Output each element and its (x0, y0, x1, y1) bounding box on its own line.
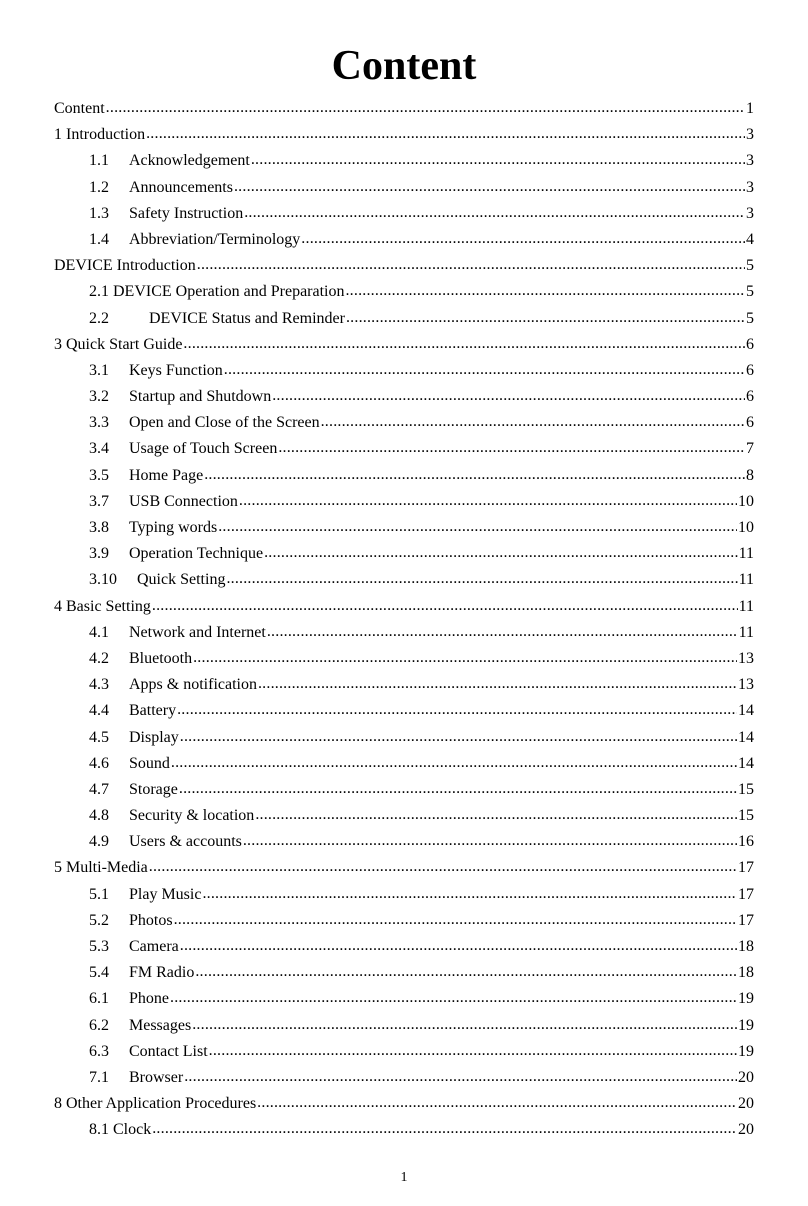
toc-entry-title: Network and Internet (129, 623, 266, 641)
toc-entry-number: 1.4 (89, 230, 109, 248)
toc-entry-page: 15 (738, 807, 754, 825)
toc-entry-page: 6 (746, 388, 754, 406)
toc-entry-page: 6 (746, 361, 754, 379)
dot-leader (180, 725, 737, 749)
toc-entry-number: 1.1 (89, 152, 109, 170)
toc-entry[interactable] (54, 1040, 754, 1066)
toc-entry-page: 13 (738, 649, 754, 667)
toc-entry-number: 4.4 (89, 702, 109, 720)
dot-leader (224, 358, 745, 382)
toc-entry[interactable] (54, 1014, 754, 1040)
toc-entry-title: Display (129, 728, 179, 746)
dot-leader (278, 436, 745, 460)
toc-entry[interactable] (54, 1118, 754, 1144)
toc-entry-title: 4 Basic Setting (54, 597, 151, 615)
toc-entry-title: Acknowledgement (129, 152, 250, 170)
dot-leader (146, 122, 745, 146)
toc-entry[interactable] (54, 673, 754, 699)
toc-entry-page: 11 (738, 597, 754, 615)
toc-entry-title: Sound (129, 754, 170, 772)
dot-leader (255, 803, 737, 827)
dot-leader (202, 882, 737, 906)
toc-entry-page: 17 (738, 859, 754, 877)
page-number: 1 (400, 1170, 408, 1185)
toc-entry-title: FM Radio (129, 964, 195, 982)
toc-entry-page: 7 (746, 440, 754, 458)
toc-entry-page: 14 (738, 702, 754, 720)
toc-entry-page: 19 (738, 1042, 754, 1060)
toc-entry[interactable] (54, 856, 754, 882)
toc-entry[interactable] (54, 987, 754, 1013)
dot-leader (174, 908, 737, 932)
toc-entry-title: Bluetooth (129, 649, 193, 667)
dot-leader (272, 384, 745, 408)
toc-entry-page: 14 (738, 728, 754, 746)
toc-entry-page: 16 (738, 833, 754, 851)
toc-entry-title: Photos (129, 911, 173, 929)
toc-entry[interactable] (54, 542, 754, 568)
dot-leader (258, 672, 737, 696)
toc-entry-number: 4.2 (89, 649, 109, 667)
toc-entry-title: Quick Setting (137, 571, 226, 589)
dot-leader (179, 777, 737, 801)
toc-entry-page: 3 (746, 204, 754, 222)
toc-entry[interactable] (54, 516, 754, 542)
toc-entry-page: 3 (746, 178, 754, 196)
dot-leader (226, 567, 737, 591)
table-of-contents (54, 97, 754, 1145)
toc-entry-number: 2.2 (89, 309, 109, 327)
dot-leader (234, 175, 745, 199)
toc-entry-page: 15 (738, 780, 754, 798)
toc-entry-number: 3.7 (89, 492, 109, 510)
toc-entry-number: 4.6 (89, 754, 109, 772)
dot-leader (192, 1013, 737, 1037)
toc-entry-title: Phone (129, 990, 169, 1008)
dot-leader (345, 279, 745, 303)
toc-entry-title: Keys Function (129, 361, 223, 379)
toc-entry-title: Messages (129, 1016, 192, 1034)
toc-entry-page: 20 (738, 1068, 754, 1086)
toc-entry-page: 6 (746, 335, 754, 353)
toc-entry-number: 7.1 (89, 1068, 109, 1086)
toc-entry-title: Play Music (129, 885, 202, 903)
dot-leader (251, 148, 745, 172)
toc-entry[interactable] (54, 935, 754, 961)
toc-entry-number: 4.1 (89, 623, 109, 641)
toc-entry-page: 20 (738, 1095, 754, 1113)
dot-leader (243, 829, 737, 853)
toc-entry-number: 3.2 (89, 388, 109, 406)
toc-entry[interactable] (54, 883, 754, 909)
toc-entry-number: 3.1 (89, 361, 109, 379)
toc-entry[interactable] (54, 1066, 754, 1092)
dot-leader (149, 855, 737, 879)
toc-entry-page: 17 (738, 885, 754, 903)
toc-entry-number: 3.5 (89, 466, 109, 484)
toc-entry[interactable] (54, 411, 754, 437)
dot-leader (239, 489, 737, 513)
toc-entry-number: 5.3 (89, 938, 109, 955)
toc-entry-page: 8 (746, 466, 754, 484)
toc-entry-page: 3 (746, 152, 754, 170)
dot-leader (152, 594, 738, 618)
toc-entry-number: 3.10 (89, 571, 117, 589)
dot-leader (195, 960, 737, 984)
dot-leader (180, 934, 737, 958)
toc-entry-title: Typing words (129, 519, 218, 536)
toc-entry-page: 17 (738, 911, 754, 929)
toc-entry[interactable] (54, 97, 754, 123)
toc-entry-title: Abbreviation/Terminology (129, 230, 301, 248)
dot-leader (301, 227, 745, 251)
toc-entry-number: 5.1 (89, 885, 109, 903)
dot-leader (177, 698, 737, 722)
toc-entry-number: 4.9 (89, 833, 109, 851)
toc-entry-page: 13 (738, 676, 754, 694)
dot-leader (106, 96, 745, 120)
toc-entry[interactable] (54, 752, 754, 778)
toc-entry-title: Camera (129, 938, 179, 955)
toc-entry-title: Contact List (129, 1042, 208, 1060)
dot-leader (267, 620, 738, 644)
toc-entry-title: Security & location (129, 807, 255, 825)
toc-entry-page: 10 (738, 492, 754, 510)
toc-entry-title: Home Page (129, 466, 204, 484)
toc-entry-number: 5.4 (89, 964, 109, 982)
dot-leader (346, 306, 745, 330)
dot-leader (264, 541, 738, 565)
toc-entry-page: 5 (746, 309, 754, 327)
toc-entry-title: 1 Introduction (54, 126, 146, 144)
toc-entry-title: USB Connection (129, 492, 238, 510)
toc-entry[interactable] (54, 228, 754, 254)
toc-entry[interactable] (54, 176, 754, 202)
toc-entry-page: 10 (738, 519, 754, 536)
dot-leader (204, 463, 745, 487)
dot-leader (257, 1091, 737, 1115)
toc-entry[interactable] (54, 1092, 754, 1118)
toc-entry[interactable] (54, 830, 754, 856)
toc-entry-title: Announcements (129, 178, 233, 196)
toc-entry-title: Open and Close of the Screen (129, 414, 320, 432)
toc-entry-page: 19 (738, 990, 754, 1008)
toc-entry-number: 3.4 (89, 440, 109, 458)
toc-entry[interactable] (54, 333, 754, 359)
toc-entry-number: 4.7 (89, 780, 109, 798)
toc-entry-number: 3.8 (89, 519, 109, 536)
dot-leader (193, 646, 737, 670)
toc-entry-title: Apps & notification (129, 676, 257, 694)
toc-entry-page: 1 (746, 100, 754, 117)
dot-leader (183, 332, 745, 356)
toc-entry-title: Content (54, 100, 105, 117)
toc-entry[interactable] (54, 490, 754, 516)
toc-entry[interactable] (54, 647, 754, 673)
toc-entry[interactable] (54, 778, 754, 804)
toc-entry-page: 5 (746, 257, 754, 275)
toc-entry[interactable] (54, 123, 754, 149)
dot-leader (218, 515, 737, 539)
toc-entry-page: 20 (738, 1121, 754, 1139)
toc-entry[interactable] (54, 254, 754, 280)
toc-entry-title: Browser (129, 1068, 184, 1086)
toc-entry-number: 5.2 (89, 911, 109, 929)
toc-entry-title: 5 Multi-Media (54, 859, 148, 877)
toc-entry-number: 4.5 (89, 728, 109, 746)
toc-entry[interactable] (54, 961, 754, 987)
dot-leader (184, 1065, 737, 1089)
toc-entry[interactable] (54, 280, 754, 306)
toc-entry-page: 11 (738, 623, 754, 641)
toc-entry-page: 11 (738, 571, 754, 589)
page-title: Content (331, 43, 477, 90)
toc-entry-number: 3.9 (89, 545, 109, 563)
toc-entry-title: 8.1 Clock (89, 1121, 152, 1139)
toc-entry-number: 3.3 (89, 414, 109, 432)
toc-entry[interactable] (54, 202, 754, 228)
toc-entry-number: 6.2 (89, 1016, 109, 1034)
toc-entry-page: 6 (746, 414, 754, 432)
toc-entry[interactable] (54, 595, 754, 621)
dot-leader (244, 201, 745, 225)
toc-entry-number: 6.1 (89, 990, 109, 1008)
toc-entry-title: Startup and Shutdown (129, 388, 272, 406)
toc-entry-page: 3 (746, 126, 754, 144)
toc-entry[interactable] (54, 909, 754, 935)
toc-entry[interactable] (54, 437, 754, 463)
toc-entry-number: 1.3 (89, 204, 109, 222)
toc-entry-page: 4 (746, 230, 754, 248)
toc-entry-title: Storage (129, 780, 178, 798)
toc-entry-number: 4.8 (89, 807, 109, 825)
toc-entry-page: 18 (738, 938, 754, 955)
toc-entry[interactable] (54, 621, 754, 647)
toc-entry[interactable] (54, 699, 754, 725)
toc-entry-title: Operation Technique (129, 545, 264, 563)
toc-entry-number: 1.2 (89, 178, 109, 196)
toc-entry-page: 11 (738, 545, 754, 563)
toc-entry-title: 3 Quick Start Guide (54, 335, 183, 353)
toc-entry-page: 19 (738, 1016, 754, 1034)
toc-entry-title: DEVICE Introduction (54, 257, 196, 275)
toc-entry-number: 4.3 (89, 676, 109, 694)
toc-entry[interactable] (54, 726, 754, 752)
dot-leader (197, 253, 745, 277)
toc-entry-number: 6.3 (89, 1042, 109, 1060)
toc-entry[interactable] (54, 307, 754, 333)
dot-leader (209, 1039, 737, 1063)
toc-entry[interactable] (54, 149, 754, 175)
toc-entry-page: 18 (738, 964, 754, 982)
toc-entry[interactable] (54, 568, 754, 594)
toc-entry-title: Usage of Touch Screen (129, 440, 278, 458)
dot-leader (152, 1117, 737, 1141)
dot-leader (170, 986, 737, 1010)
toc-entry-title: Battery (129, 702, 177, 720)
toc-entry-title: Safety Instruction (129, 204, 244, 222)
dot-leader (321, 410, 745, 434)
toc-entry-page: 5 (746, 283, 754, 301)
toc-entry-title: Users & accounts (129, 833, 242, 851)
toc-entry-title: DEVICE Status and Reminder (129, 309, 345, 327)
toc-entry[interactable] (54, 385, 754, 411)
toc-entry-page: 14 (738, 754, 754, 772)
toc-entry-title: 8 Other Application Procedures (54, 1095, 257, 1113)
toc-entry[interactable] (54, 804, 754, 830)
dot-leader (171, 751, 737, 775)
toc-entry-title: 2.1 DEVICE Operation and Preparation (89, 283, 345, 301)
toc-entry[interactable] (54, 464, 754, 490)
toc-entry[interactable] (54, 359, 754, 385)
